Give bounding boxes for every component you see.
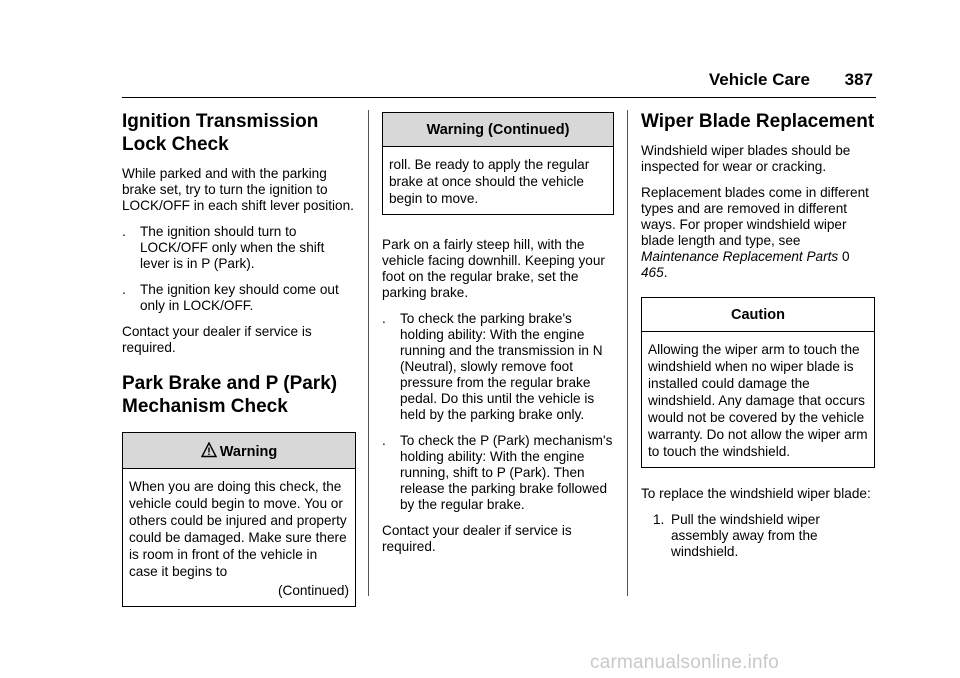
warning-continued-header: Warning (Continued) — [383, 113, 613, 147]
caution-body — [642, 332, 874, 467]
column-3 — [641, 110, 875, 570]
bullet-icon: . — [382, 433, 386, 448]
column-divider-2 — [627, 110, 628, 596]
warning-triangle-icon — [201, 442, 217, 458]
wiper-inspect-text: Windshield wiper blades should be inspected for wear or cracking. — [641, 143, 851, 174]
contact-dealer-text: Contact your dealer if service is required. — [382, 523, 572, 554]
list-item — [641, 512, 875, 560]
replacement-blades-text — [641, 185, 875, 281]
bullet-icon: . — [382, 311, 386, 326]
maintenance-parts-link[interactable]: Maintenance Replacement Parts — [641, 249, 839, 264]
page-ref-number[interactable]: 465 — [641, 265, 664, 280]
contact-dealer-text: Contact your dealer if service is required. — [122, 324, 312, 355]
heading-ignition-lock-check: Ignition Transmission Lock Check — [122, 111, 319, 155]
section-title: Vehicle Care — [708, 70, 810, 89]
warning-title: Warning — [219, 444, 278, 460]
warning-continued-body — [383, 147, 613, 214]
page-ref-icon: 0 — [842, 249, 850, 264]
period: . — [663, 265, 668, 280]
watermark: carmanualsonline.info — [590, 652, 780, 673]
header-rule — [122, 97, 876, 98]
ignition-intro: While parked and with the parking brake set, try to turn the ignition to LOCK/OFF in each shift lever position. — [122, 166, 354, 213]
continued-label: (Continued) — [277, 583, 349, 598]
steps-intro: To replace the windshield wiper blade: — [641, 486, 871, 501]
warning-continued-text: roll. Be ready to apply the regular brake at once should the vehicle begin to move. — [389, 157, 590, 206]
list-item — [122, 282, 356, 314]
warning-body — [123, 469, 355, 606]
column-2 — [382, 110, 614, 565]
heading-park-brake-check: Park Brake and P (Park) Mechanism Check — [122, 373, 338, 417]
bullet-text: To check the parking brake's holding ability: With the engine running and the transmission in N (Neutral), slowly remove foot pressure from the regular brake pedal. Do this until the vehicle is held by the parking brake only. — [400, 311, 603, 422]
step-text: Pull the windshield wiper assembly away from the windshield. — [671, 512, 820, 559]
bullet-text: The ignition key should come out only in LOCK/OFF. — [140, 282, 339, 313]
replacement-blades-body: Replacement blades come in different types and are removed in different ways. For proper windshield wiper blade length and type, see — [641, 185, 869, 248]
warning-box — [122, 432, 356, 607]
bullet-text: To check the P (Park) mechanism's holding ability: With the engine running, shift to P (Park). Then release the parking brake followed by the regular brake. — [400, 433, 613, 512]
step-number: 1. — [653, 512, 665, 527]
park-brake-intro: Park on a fairly steep hill, with the vehicle facing downhill. Keeping your foot on the regular brake, set the parking brake. — [382, 237, 605, 300]
list-item — [382, 311, 614, 423]
page-header — [122, 70, 876, 98]
warning-header — [123, 433, 355, 469]
list-item — [382, 433, 614, 513]
heading-wiper-blade-replacement: Wiper Blade Replacement — [641, 111, 875, 132]
caution-box — [641, 297, 875, 468]
bullet-icon: . — [122, 224, 126, 239]
warning-continued-box — [382, 112, 614, 215]
caution-text: Allowing the wiper arm to touch the windshield when no wiper blade is installed could damage the windshield. Any damage that occurs would not be covered by the vehicle warranty. Do not allow the wiper arm to touch the windshield. — [648, 342, 868, 459]
warning-text: When you are doing this check, the vehicle could begin to move. You or others could be injured and property could be damaged. Make sure there is room in front of the vehicle in case it begins to — [129, 479, 347, 579]
bullet-text: The ignition should turn to LOCK/OFF only when the shift lever is in P (Park). — [140, 224, 325, 271]
column-1 — [122, 110, 356, 619]
list-item — [122, 224, 356, 272]
page-number: 387 — [844, 70, 873, 89]
bullet-icon: . — [122, 282, 126, 297]
column-divider-1 — [368, 110, 369, 596]
caution-header: Caution — [642, 298, 874, 332]
